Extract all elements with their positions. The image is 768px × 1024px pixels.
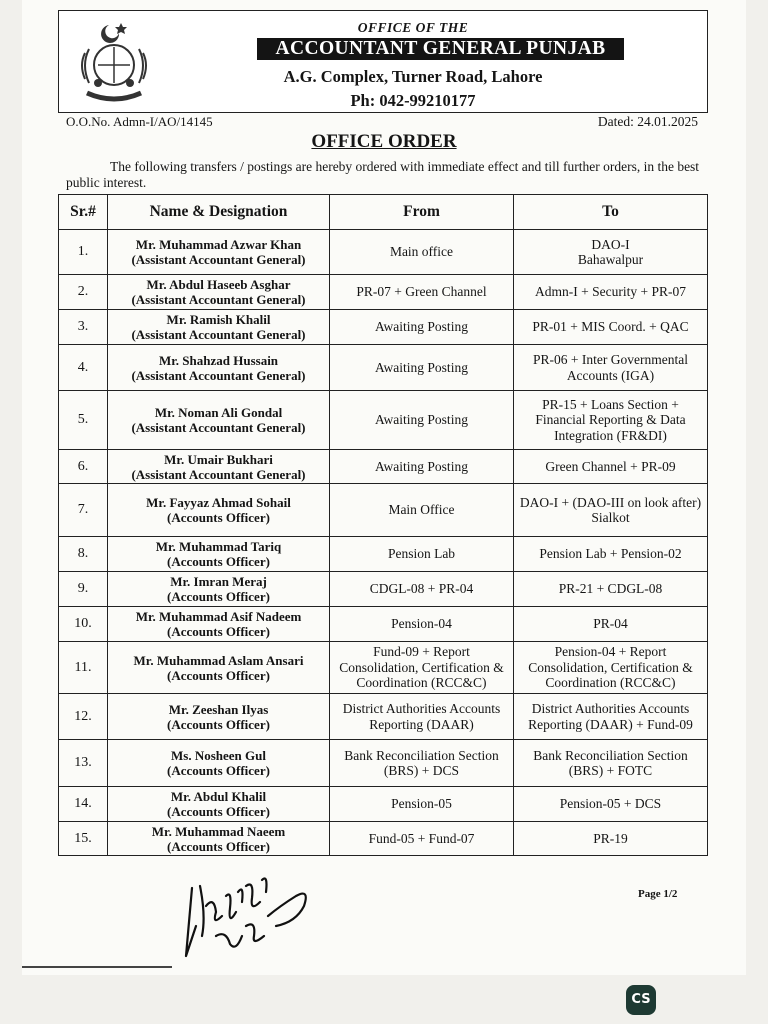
officer-designation: (Accounts Officer): [167, 554, 270, 569]
officer-designation: (Accounts Officer): [167, 763, 270, 778]
to-posting-cell: PR-01 + MIS Coord. + QAC: [514, 310, 708, 345]
officer-designation: (Assistant Accountant General): [131, 367, 306, 383]
office-name-banner: ACCOUNTANT GENERAL PUNJAB: [257, 38, 624, 60]
camscanner-badge: CS: [626, 985, 656, 1015]
name-designation-cell: [108, 230, 330, 275]
officer-designation: (Accounts Officer): [167, 667, 270, 683]
officer-designation: (Accounts Officer): [167, 804, 270, 819]
from-posting-cell: Pension-04: [330, 607, 514, 642]
to-posting-cell: PR-19: [514, 822, 708, 856]
officer-name: Mr. Muhammad Azwar Khan: [135, 237, 302, 252]
from-posting-cell: Awaiting Posting: [330, 310, 514, 345]
table-header-row: [59, 195, 708, 230]
officer-designation: (Accounts Officer): [167, 716, 270, 732]
serial-number-cell: 11.: [59, 642, 108, 694]
column-header-name: Name & Designation: [108, 195, 330, 230]
officer-name: Mr. Imran Meraj: [170, 574, 267, 589]
serial-number-cell: 13.: [59, 740, 108, 787]
name-designation-cell: [108, 694, 330, 740]
serial-number-cell: 7.: [59, 484, 108, 537]
name-designation-cell: [108, 345, 330, 391]
from-posting-cell: Bank Reconciliation Section (BRS) + DCS: [330, 740, 514, 787]
to-posting-cell: PR-15 + Loans Section + Financial Reporting & Data Integration (FR&DI): [514, 391, 708, 450]
officer-designation: (Accounts Officer): [167, 589, 270, 604]
serial-number-cell: 12.: [59, 694, 108, 740]
to-posting-cell: Bank Reconciliation Section (BRS) + FOTC: [514, 740, 708, 787]
to-posting-cell: Green Channel + PR-09: [514, 450, 708, 484]
officer-name: Mr. Muhammad Asif Nadeem: [135, 609, 302, 624]
officer-name: Mr. Noman Ali Gondal: [154, 405, 283, 420]
from-posting-cell: Main office: [330, 230, 514, 275]
officer-name: Ms. Nosheen Gul: [171, 748, 266, 763]
to-posting-cell: PR-06 + Inter Governmental Accounts (IGA): [514, 345, 708, 391]
name-designation-cell: [108, 607, 330, 642]
from-posting-cell: PR-07 + Green Channel: [330, 275, 514, 310]
to-posting-cell: DAO-I Bahawalpur: [514, 230, 708, 275]
officer-name: Mr. Fayyaz Ahmad Sohail: [146, 495, 291, 510]
to-posting-cell: Pension Lab + Pension-02: [514, 537, 708, 572]
from-posting-cell: Main Office: [330, 484, 514, 537]
from-posting-cell: Pension Lab: [330, 537, 514, 572]
officer-name: Mr. Zeeshan Ilyas: [168, 701, 269, 717]
serial-number-cell: 15.: [59, 822, 108, 856]
name-designation-cell: [108, 537, 330, 572]
name-designation-cell: [108, 642, 330, 694]
from-posting-cell: CDGL-08 + PR-04: [330, 572, 514, 607]
from-posting-cell: Fund-05 + Fund-07: [330, 822, 514, 856]
column-header-to: To: [514, 195, 708, 230]
from-posting-cell: Awaiting Posting: [330, 345, 514, 391]
table-row: [59, 391, 708, 450]
name-designation-cell: [108, 450, 330, 484]
name-designation-cell: [108, 484, 330, 537]
page-edge-line: [22, 966, 172, 968]
order-reference-number: O.O.No. Admn-I/AO/14145: [66, 114, 213, 129]
from-posting-cell: District Authorities Accounts Reporting (DAAR): [330, 694, 514, 740]
officer-designation: (Assistant Accountant General): [131, 466, 306, 482]
name-designation-cell: [108, 572, 330, 607]
serial-number-cell: 1.: [59, 230, 108, 275]
from-posting-cell: Awaiting Posting: [330, 391, 514, 450]
officer-name: Mr. Shahzad Hussain: [158, 352, 279, 368]
from-posting-cell: Fund-09 + Report Consolidation, Certification & Coordination (RCC&C): [330, 642, 514, 694]
table-row: [59, 822, 708, 856]
from-posting-cell: Pension-05: [330, 787, 514, 822]
officer-designation: (Accounts Officer): [167, 838, 270, 854]
serial-number-cell: 6.: [59, 450, 108, 484]
serial-number-cell: 14.: [59, 787, 108, 822]
table-row: [59, 450, 708, 484]
officer-name: Mr. Umair Bukhari: [164, 451, 273, 467]
from-posting-cell: Awaiting Posting: [330, 450, 514, 484]
table-row: [59, 740, 708, 787]
officer-designation: (Assistant Accountant General): [131, 292, 306, 307]
order-title: OFFICE ORDER: [311, 131, 457, 152]
order-date: Dated: 24.01.2025: [597, 114, 698, 129]
officer-designation: (Accounts Officer): [167, 624, 270, 639]
name-designation-cell: [108, 822, 330, 856]
officer-designation: (Assistant Accountant General): [131, 252, 306, 267]
officer-designation: (Assistant Accountant General): [131, 420, 306, 435]
name-designation-cell: [108, 787, 330, 822]
table-row: [59, 694, 708, 740]
officer-name: Mr. Ramish Khalil: [166, 312, 271, 327]
transfers-table: [58, 194, 708, 856]
officer-designation: (Assistant Accountant General): [131, 327, 306, 342]
to-posting-cell: PR-21 + CDGL-08: [514, 572, 708, 607]
table-row: [59, 484, 708, 537]
serial-number-cell: 9.: [59, 572, 108, 607]
page-number: Page 1/2: [638, 888, 678, 900]
to-posting-cell: Pension-04 + Report Consolidation, Certification & Coordination (RCC&C): [514, 642, 708, 694]
serial-number-cell: 2.: [59, 275, 108, 310]
officer-name: Mr. Abdul Haseeb Asghar: [146, 277, 291, 292]
to-posting-cell: DAO-I + (DAO-III on look after) Sialkot: [514, 484, 708, 537]
serial-number-cell: 8.: [59, 537, 108, 572]
table-row: [59, 230, 708, 275]
table-row: [59, 642, 708, 694]
name-designation-cell: [108, 740, 330, 787]
office-address: A.G. Complex, Turner Road, Lahore: [283, 67, 543, 86]
table-row: [59, 345, 708, 391]
office-phone: Ph: 042-99210177: [350, 91, 476, 110]
order-intro-paragraph: The following transfers / postings are hereby ordered with immediate effect and till further orders, in the best public interest.: [66, 159, 700, 190]
officer-name: Mr. Abdul Khalil: [170, 789, 267, 804]
column-header-sr: Sr.#: [59, 195, 108, 230]
table-row: [59, 310, 708, 345]
serial-number-cell: 10.: [59, 607, 108, 642]
to-posting-cell: Admn-I + Security + PR-07: [514, 275, 708, 310]
officer-name: Mr. Muhammad Naeem: [151, 823, 286, 839]
name-designation-cell: [108, 391, 330, 450]
to-posting-cell: District Authorities Accounts Reporting (DAAR) + Fund-09: [514, 694, 708, 740]
serial-number-cell: 3.: [59, 310, 108, 345]
table-row: [59, 607, 708, 642]
officer-name: Mr. Muhammad Aslam Ansari: [133, 652, 304, 668]
officer-name: Mr. Muhammad Tariq: [155, 539, 282, 554]
name-designation-cell: [108, 310, 330, 345]
letterhead: [58, 10, 708, 113]
column-header-from: From: [330, 195, 514, 230]
name-designation-cell: [108, 275, 330, 310]
officer-designation: (Accounts Officer): [167, 510, 270, 525]
officer-signature: [176, 866, 316, 964]
table-row: [59, 537, 708, 572]
table-row: [59, 275, 708, 310]
serial-number-cell: 5.: [59, 391, 108, 450]
to-posting-cell: PR-04: [514, 607, 708, 642]
serial-number-cell: 4.: [59, 345, 108, 391]
office-of-label: OFFICE OF THE: [357, 20, 469, 35]
table-row: [59, 572, 708, 607]
to-posting-cell: Pension-05 + DCS: [514, 787, 708, 822]
table-row: [59, 787, 708, 822]
